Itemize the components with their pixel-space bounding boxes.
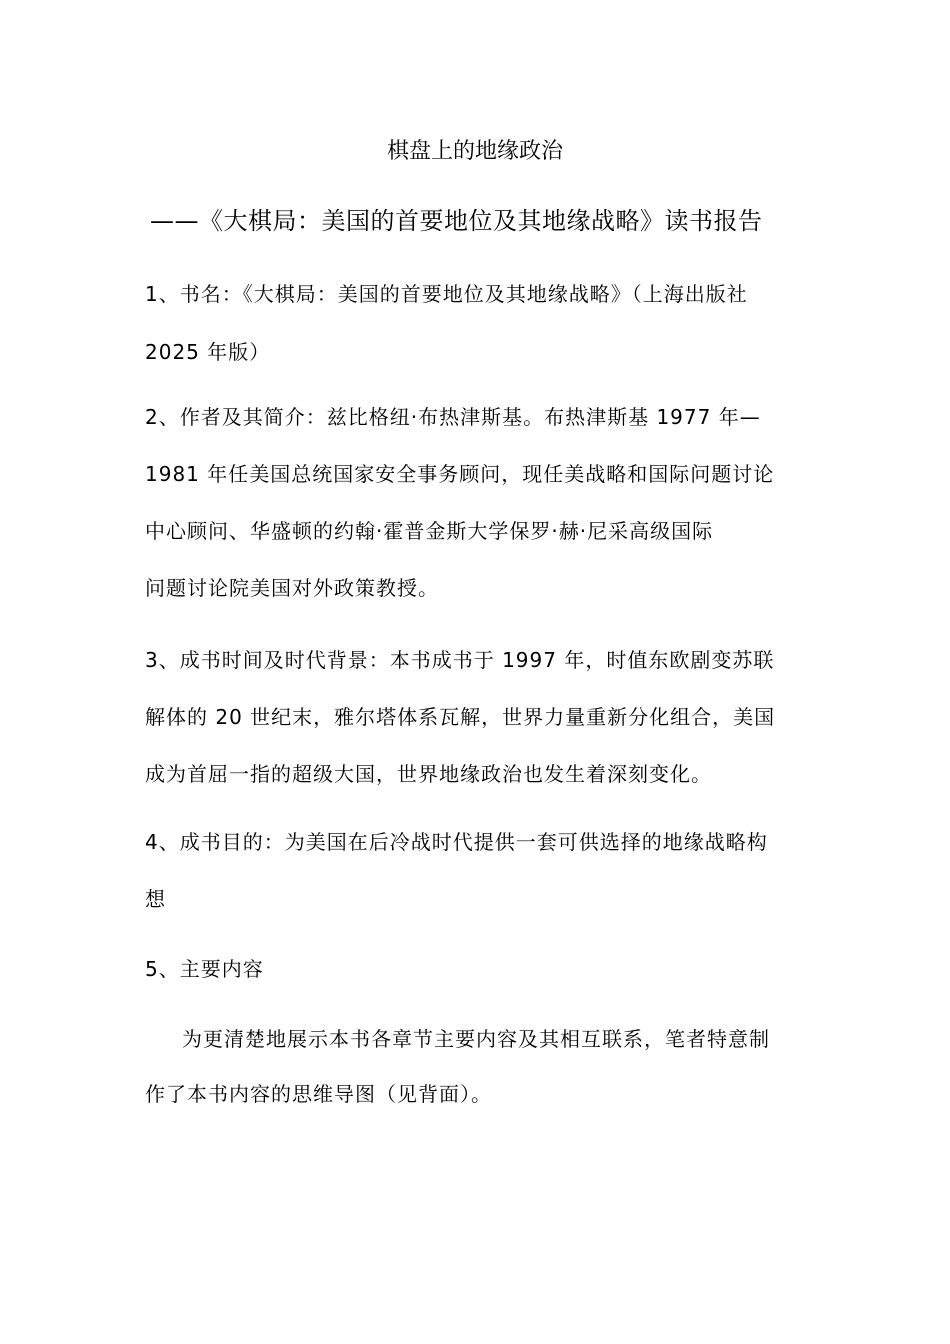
paragraph-line: 中心顾问、华盛顿的约翰·霍普金斯大学保罗·赫·尼采高级国际	[145, 519, 714, 543]
paragraph-line: 作了本书内容的思维导图（见背面）。	[145, 1082, 492, 1106]
paragraph-line: 成为首屈一指的超级大国，世界地缘政治也发生着深刻变化。	[145, 762, 712, 786]
paragraph-line: 1、书名：《大棋局：美国的首要地位及其地缘战略》（上海出版社	[145, 282, 748, 306]
paragraph-line: 问题讨论院美国对外政策教授。	[145, 576, 439, 600]
paragraph-line: 解体的 20 世纪末，雅尔塔体系瓦解，世界力量重新分化组合，美国	[145, 705, 776, 729]
paragraph-line: 2、作者及其简介：兹比格纽·布热津斯基。布热津斯基 1977 年—	[145, 405, 761, 429]
paragraph-line: 4、成书目的：为美国在后冷战时代提供一套可供选择的地缘战略构	[145, 830, 768, 854]
paragraph-line: 为更清楚地展示本书各章节主要内容及其相互联系，笔者特意制	[182, 1027, 770, 1051]
paragraph-line: 1981 年任美国总统国家安全事务顾问，现任美战略和国际问题讨论	[145, 462, 775, 486]
document-subtitle: ——《大棋局：美国的首要地位及其地缘战略》读书报告	[150, 207, 763, 235]
paragraph-line: 3、成书时间及时代背景：本书成书于 1997 年，时值东欧剧变苏联	[145, 648, 775, 672]
document-title: 棋盘上的地缘政治	[386, 139, 563, 164]
paragraph-line: 2025 年版）	[145, 340, 271, 364]
section-heading: 5、主要内容	[145, 957, 264, 981]
paragraph-line: 想	[145, 887, 166, 911]
